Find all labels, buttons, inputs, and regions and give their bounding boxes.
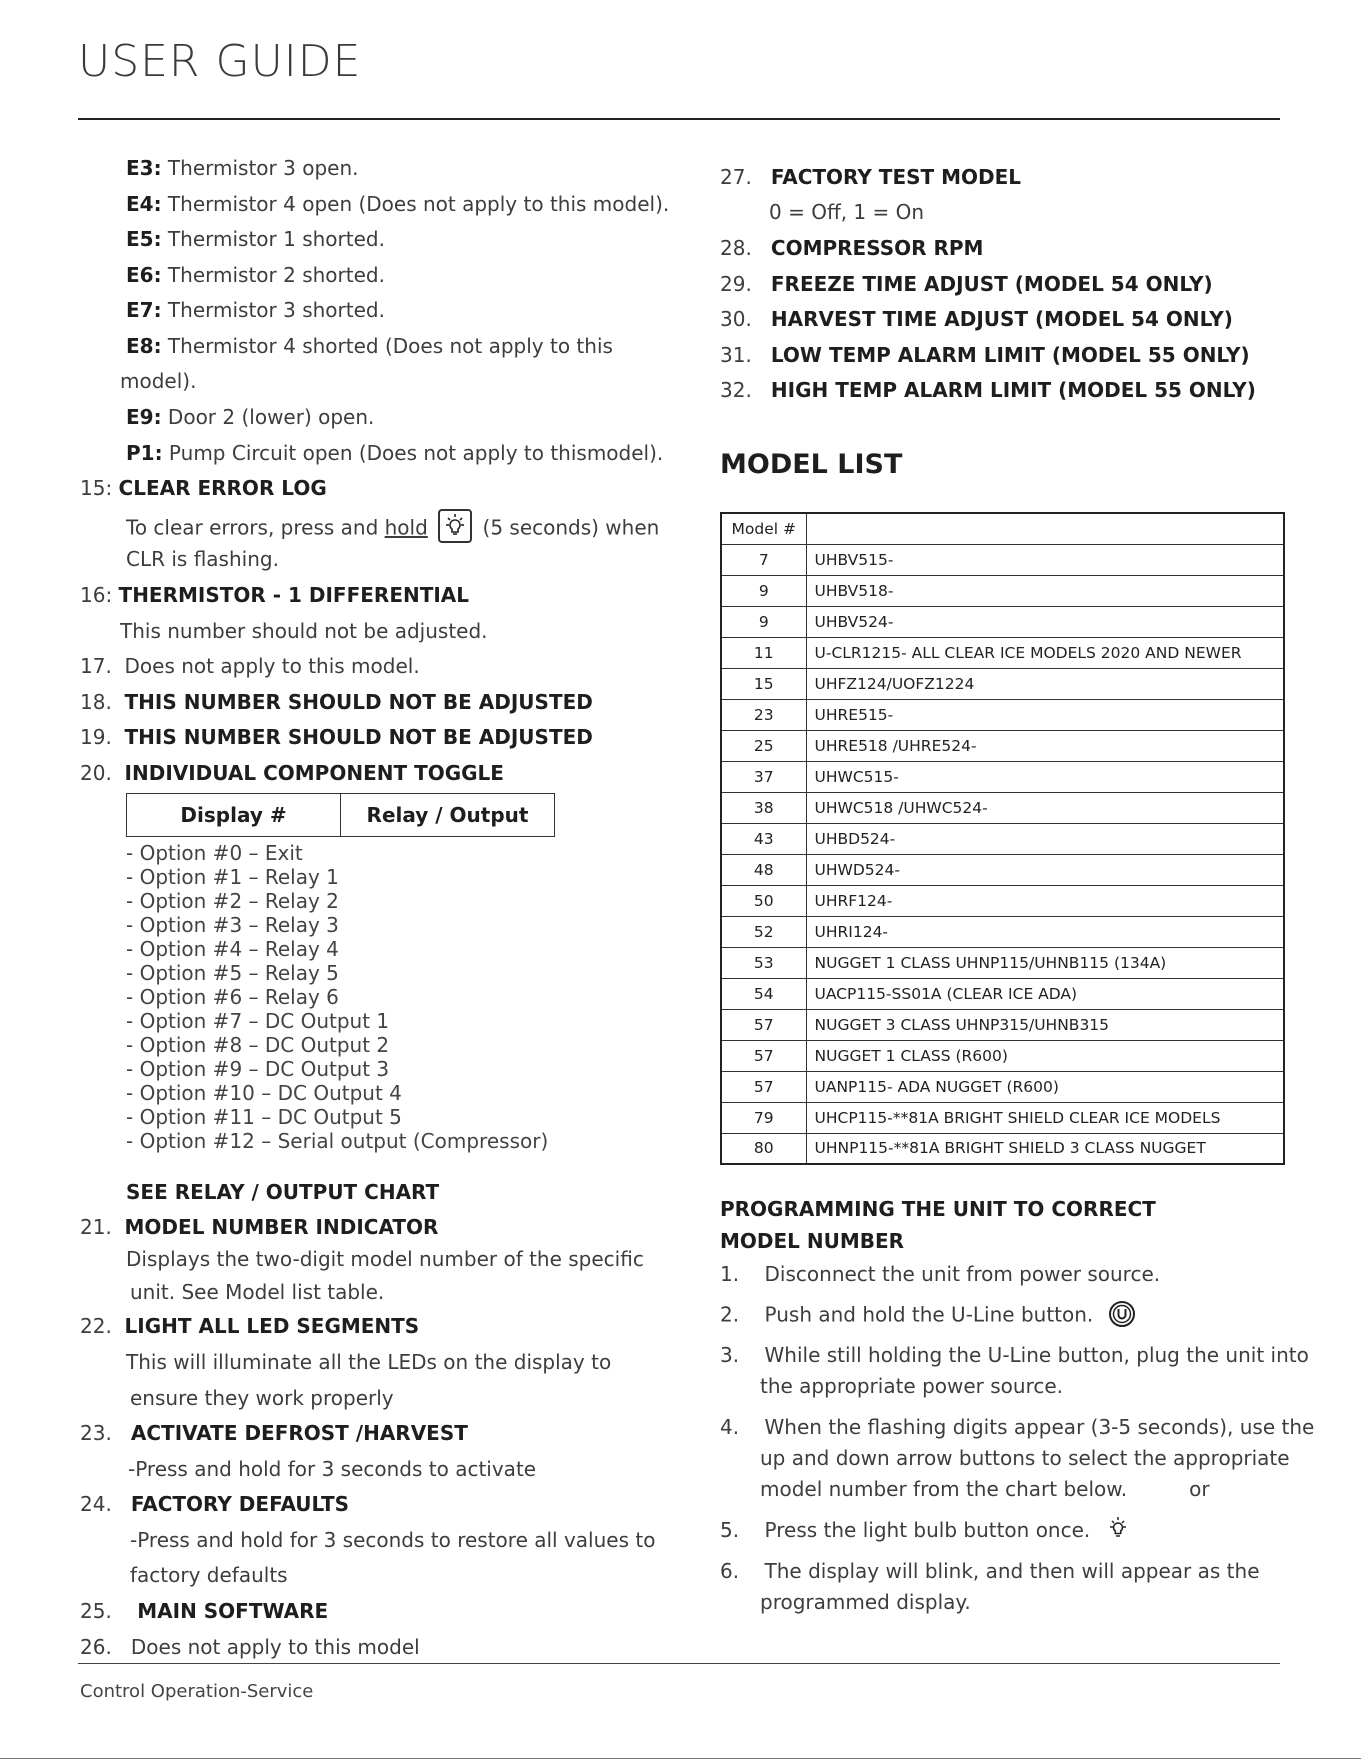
option-item: - Option #5 – Relay 5 — [126, 961, 339, 985]
model-number-cell: 53 — [721, 947, 806, 978]
option-item: - Option #1 – Relay 1 — [126, 865, 339, 889]
item-30: 30. HARVEST TIME ADJUST (MODEL 54 ONLY) — [720, 307, 1233, 331]
item-23: 23. ACTIVATE DEFROST /HARVEST — [80, 1421, 468, 1445]
model-number-cell: 43 — [721, 823, 806, 854]
see-relay-chart-note: SEE RELAY / OUTPUT CHART — [126, 1180, 440, 1204]
table-row — [721, 792, 1284, 823]
relay-table-header-relay: Relay / Output — [366, 803, 529, 827]
item-32: 32. HIGH TEMP ALARM LIMIT (MODEL 55 ONLY) — [720, 378, 1256, 402]
programming-title-2: MODEL NUMBER — [720, 1229, 905, 1253]
item-20: 20. INDIVIDUAL COMPONENT TOGGLE — [80, 761, 504, 785]
option-item: - Option #7 – DC Output 1 — [126, 1009, 390, 1033]
option-item: - Option #10 – DC Output 4 — [126, 1081, 402, 1105]
model-name-cell: UHRI124- — [806, 916, 1284, 947]
item-21-desc-2: unit. See Model list table. — [130, 1280, 385, 1304]
table-row — [721, 1133, 1284, 1164]
model-number-cell: 57 — [721, 1071, 806, 1102]
error-code-e7: E7: Thermistor 3 shorted. — [126, 298, 385, 322]
item-21-desc: Displays the two-digit model number of the specific — [126, 1247, 644, 1271]
item-22: 22. LIGHT ALL LED SEGMENTS — [80, 1314, 420, 1338]
model-name-cell: UHRE515- — [806, 699, 1284, 730]
programming-step-5: 5. Press the light bulb button once. — [720, 1518, 1133, 1545]
item-23-desc: -Press and hold for 3 seconds to activate — [128, 1457, 537, 1481]
error-code-e8-continued: model). — [120, 369, 197, 393]
model-number-cell: 79 — [721, 1102, 806, 1133]
model-name-cell: UHBV518- — [806, 575, 1284, 606]
programming-step-4: 4. When the flashing digits appear (3-5 seconds), use the — [720, 1415, 1315, 1439]
model-number-cell: 15 — [721, 668, 806, 699]
programming-step-1: 1. Disconnect the unit from power source. — [720, 1262, 1161, 1286]
table-row — [721, 699, 1284, 730]
relay-output-table — [126, 793, 555, 837]
model-name-cell: NUGGET 1 CLASS UHNP115/UHNB115 (134A) — [806, 947, 1284, 978]
footer-divider — [78, 1663, 1280, 1664]
model-number-cell: 23 — [721, 699, 806, 730]
table-header-row — [721, 513, 1284, 544]
model-number-cell: 9 — [721, 606, 806, 637]
relay-table-header-display: Display # — [127, 794, 341, 836]
model-name-cell: UHBV524- — [806, 606, 1284, 637]
model-number-cell: 80 — [721, 1133, 806, 1164]
programming-step-6: 6. The display will blink, and then will appear as the — [720, 1559, 1260, 1583]
option-item: - Option #11 – DC Output 5 — [126, 1105, 402, 1129]
option-item: - Option #0 – Exit — [126, 841, 303, 865]
option-item: - Option #9 – DC Output 3 — [126, 1057, 390, 1081]
light-bulb-icon — [1103, 1515, 1133, 1541]
programming-step-4-cont-2: model number from the chart below. or — [760, 1477, 1210, 1501]
error-code-e9: E9: Door 2 (lower) open. — [126, 405, 375, 429]
table-row — [721, 978, 1284, 1009]
table-row — [721, 854, 1284, 885]
table-row — [721, 637, 1284, 668]
item-22-desc: This will illuminate all the LEDs on the display to — [126, 1350, 612, 1374]
table-row — [721, 1102, 1284, 1133]
page-title: USER GUIDE — [78, 36, 362, 87]
item-27-desc: 0 = Off, 1 = On — [769, 200, 925, 224]
error-code-e6: E6: Thermistor 2 shorted. — [126, 263, 385, 287]
table-row — [721, 1009, 1284, 1040]
footer-text: Control Operation-Service — [80, 1681, 314, 1702]
item-16-heading: 16: THERMISTOR - 1 DIFFERENTIAL — [80, 583, 470, 607]
error-code-e8: E8: Thermistor 4 shorted (Does not apply to this — [126, 334, 613, 358]
option-item: - Option #4 – Relay 4 — [126, 937, 339, 961]
model-number-cell: 37 — [721, 761, 806, 792]
programming-title: PROGRAMMING THE UNIT TO CORRECT — [720, 1197, 1156, 1221]
table-row — [721, 947, 1284, 978]
model-name-cell: UHBV515- — [806, 544, 1284, 575]
option-item: - Option #12 – Serial output (Compressor) — [126, 1129, 549, 1153]
item-26: 26. Does not apply to this model — [80, 1635, 420, 1659]
table-row — [721, 606, 1284, 637]
model-number-cell: 38 — [721, 792, 806, 823]
table-header-cell: Model # — [721, 513, 806, 544]
item-18: 18. THIS NUMBER SHOULD NOT BE ADJUSTED — [80, 690, 593, 714]
table-row — [721, 544, 1284, 575]
item-25: 25. MAIN SOFTWARE — [80, 1599, 329, 1623]
error-code-e5: E5: Thermistor 1 shorted. — [126, 227, 385, 251]
model-name-cell: U-CLR1215- ALL CLEAR ICE MODELS 2020 AND NEWER — [806, 637, 1284, 668]
item-19: 19. THIS NUMBER SHOULD NOT BE ADJUSTED — [80, 725, 593, 749]
model-number-cell: 9 — [721, 575, 806, 606]
table-row — [721, 761, 1284, 792]
table-row — [721, 823, 1284, 854]
model-list-title: MODEL LIST — [720, 449, 903, 480]
error-code-e3: E3: Thermistor 3 open. — [126, 156, 359, 180]
model-name-cell: NUGGET 1 CLASS (R600) — [806, 1040, 1284, 1071]
option-item: - Option #3 – Relay 3 — [126, 913, 339, 937]
table-row — [721, 885, 1284, 916]
item-17: 17. Does not apply to this model. — [80, 654, 420, 678]
table-row — [721, 1071, 1284, 1102]
item-22-desc-2: ensure they work properly — [130, 1386, 394, 1410]
programming-step-2: 2. Push and hold the U-Line button. — [720, 1302, 1136, 1330]
error-code-e4: E4: Thermistor 4 open (Does not apply to this model). — [126, 192, 670, 216]
model-number-cell: 52 — [721, 916, 806, 947]
model-name-cell: UHFZ124/UOFZ1224 — [806, 668, 1284, 699]
model-number-cell: 25 — [721, 730, 806, 761]
table-row — [721, 730, 1284, 761]
option-item: - Option #6 – Relay 6 — [126, 985, 339, 1009]
option-item: - Option #2 – Relay 2 — [126, 889, 339, 913]
model-number-cell: 7 — [721, 544, 806, 575]
model-number-cell: 54 — [721, 978, 806, 1009]
table-row — [721, 575, 1284, 606]
model-name-cell: UACP115-SS01A (CLEAR ICE ADA) — [806, 978, 1284, 1009]
model-name-cell: UHCP115-**81A BRIGHT SHIELD CLEAR ICE MODELS — [806, 1102, 1284, 1133]
item-28: 28. COMPRESSOR RPM — [720, 236, 984, 260]
item-31: 31. LOW TEMP ALARM LIMIT (MODEL 55 ONLY) — [720, 343, 1250, 367]
model-number-cell: 48 — [721, 854, 806, 885]
model-name-cell: UHWD524- — [806, 854, 1284, 885]
u-line-button-icon — [1108, 1300, 1136, 1328]
header-divider — [78, 118, 1280, 120]
option-item: - Option #8 – DC Output 2 — [126, 1033, 390, 1057]
light-bulb-button-icon — [438, 509, 472, 543]
table-row — [721, 1040, 1284, 1071]
item-21: 21. MODEL NUMBER INDICATOR — [80, 1215, 439, 1239]
item-16-desc: This number should not be adjusted. — [120, 619, 488, 643]
model-name-cell: UHRE518 /UHRE524- — [806, 730, 1284, 761]
model-name-cell: UHWC518 /UHWC524- — [806, 792, 1284, 823]
page-edge-line — [0, 1758, 1361, 1759]
model-number-cell: 57 — [721, 1040, 806, 1071]
item-15-heading: 15: CLEAR ERROR LOG — [80, 476, 327, 500]
programming-step-3: 3. While still holding the U-Line button, plug the unit into — [720, 1343, 1309, 1367]
programming-step-3-cont: the appropriate power source. — [760, 1374, 1064, 1398]
item-15-desc: To clear errors, press and hold (5 seconds) when — [126, 512, 659, 546]
item-24-desc-2: factory defaults — [130, 1563, 288, 1587]
model-list-table — [720, 512, 1285, 1165]
item-24-desc: -Press and hold for 3 seconds to restore all values to — [130, 1528, 656, 1552]
model-name-cell: UHWC515- — [806, 761, 1284, 792]
model-number-cell: 57 — [721, 1009, 806, 1040]
programming-step-6-cont: programmed display. — [760, 1590, 971, 1614]
model-name-cell: UHRF124- — [806, 885, 1284, 916]
programming-step-4-cont: up and down arrow buttons to select the appropriate — [760, 1446, 1290, 1470]
table-row — [721, 916, 1284, 947]
table-header-cell — [806, 513, 1284, 544]
model-name-cell: UHNP115-**81A BRIGHT SHIELD 3 CLASS NUGGET — [806, 1133, 1284, 1164]
model-number-cell: 50 — [721, 885, 806, 916]
model-number-cell: 11 — [721, 637, 806, 668]
item-24: 24. FACTORY DEFAULTS — [80, 1492, 350, 1516]
item-15-desc-2: CLR is flashing. — [126, 547, 279, 571]
model-name-cell: NUGGET 3 CLASS UHNP315/UHNB315 — [806, 1009, 1284, 1040]
model-name-cell: UANP115- ADA NUGGET (R600) — [806, 1071, 1284, 1102]
error-code-p1: P1: Pump Circuit open (Does not apply to thismodel). — [126, 441, 664, 465]
model-name-cell: UHBD524- — [806, 823, 1284, 854]
table-row — [721, 668, 1284, 699]
item-29: 29. FREEZE TIME ADJUST (MODEL 54 ONLY) — [720, 272, 1213, 296]
item-27: 27. FACTORY TEST MODEL — [720, 165, 1022, 189]
